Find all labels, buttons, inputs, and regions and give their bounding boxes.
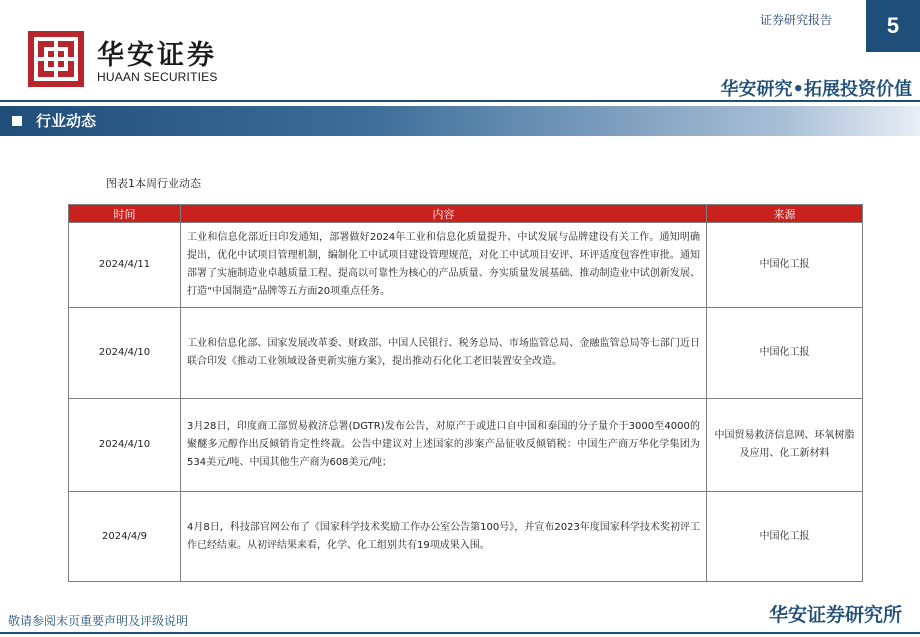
row-source: 中国化工报 [707, 492, 863, 582]
row-date: 2024/4/10 [69, 308, 181, 399]
column-header-source: 来源 [707, 205, 863, 223]
row-source: 中国化工报 [707, 308, 863, 399]
row-source: 中国贸易救济信息网、环氧树脂及应用、化工新材料 [707, 399, 863, 492]
table-row [69, 308, 863, 399]
figure-title: 图表1本周行业动态 [106, 177, 201, 190]
section-bullet-icon [12, 116, 22, 126]
row-date: 2024/4/9 [69, 492, 181, 582]
logo-mark [28, 31, 84, 87]
row-source: 中国化工报 [707, 223, 863, 308]
row-content: 工业和信息化部近日印发通知，部署做好2024年工业和信息化质量提升、中试发展与品牌建设有关工作。通知明确提出，优化中试项目管理机制，编制化工中试项目建设管理规范，对化工中试项目安评、环评适度包容性审批。通知部署了实施制造业卓越质量工程、提高以可靠性为核心的产品质量、夯实质量发展基础、推动制造业中试创新发展、打造“中国制造”品牌等五方面20项重点任务。 [181, 223, 707, 308]
section-header-bar [0, 106, 920, 136]
logo-pattern-icon [28, 31, 84, 87]
header-divider [0, 100, 920, 102]
footer-disclaimer: 敬请参阅末页重要声明及评级说明 [8, 614, 189, 628]
table-row [69, 399, 863, 492]
footer-institute: 华安证券研究所 [768, 604, 902, 626]
table-row [69, 223, 863, 308]
row-date: 2024/4/11 [69, 223, 181, 308]
column-header-content: 内容 [181, 205, 707, 223]
row-content: 工业和信息化部、国家发展改革委、财政部、中国人民银行、税务总局、市场监管总局、金融监管总局等七部门近日联合印发《推动工业领域设备更新实施方案》，提出推动石化化工老旧装置安全改造。 [181, 308, 707, 399]
page-number-badge: 5 [866, 0, 920, 52]
column-header-date: 时间 [69, 205, 181, 223]
footer-divider [0, 632, 920, 634]
logo-chinese-name: 华安证券 [97, 40, 217, 71]
row-content: 3月28日，印度商工部贸易救济总署(DGTR)发布公告，对原产于或进口自中国和泰国的分子量介于3000至4000的聚醚多元醇作出反倾销肯定性终裁。公告中建议对上述国家的涉案产品征收反倾销税：中国生产商万华化学集团为534美元/吨、中国其他生产商为608美元/吨； [181, 399, 707, 492]
section-title: 行业动态 [36, 112, 97, 130]
logo-english-name: HUAAN SECURITIES [97, 70, 218, 84]
report-type-label: 证券研究报告 [760, 13, 833, 27]
table-row [69, 492, 863, 582]
row-date: 2024/4/10 [69, 399, 181, 492]
row-content: 4月8日，科技部官网公布了《国家科学技术奖励工作办公室公告第100号》，并宣布2023年度国家科学技术奖初评工作已经结束。从初评结果来看，化学、化工组别共有19项成果入围。 [181, 492, 707, 582]
industry-news-table [68, 204, 863, 582]
header-slogan: 华安研究•拓展投资价值 [720, 79, 912, 100]
table-header-row [69, 205, 863, 223]
